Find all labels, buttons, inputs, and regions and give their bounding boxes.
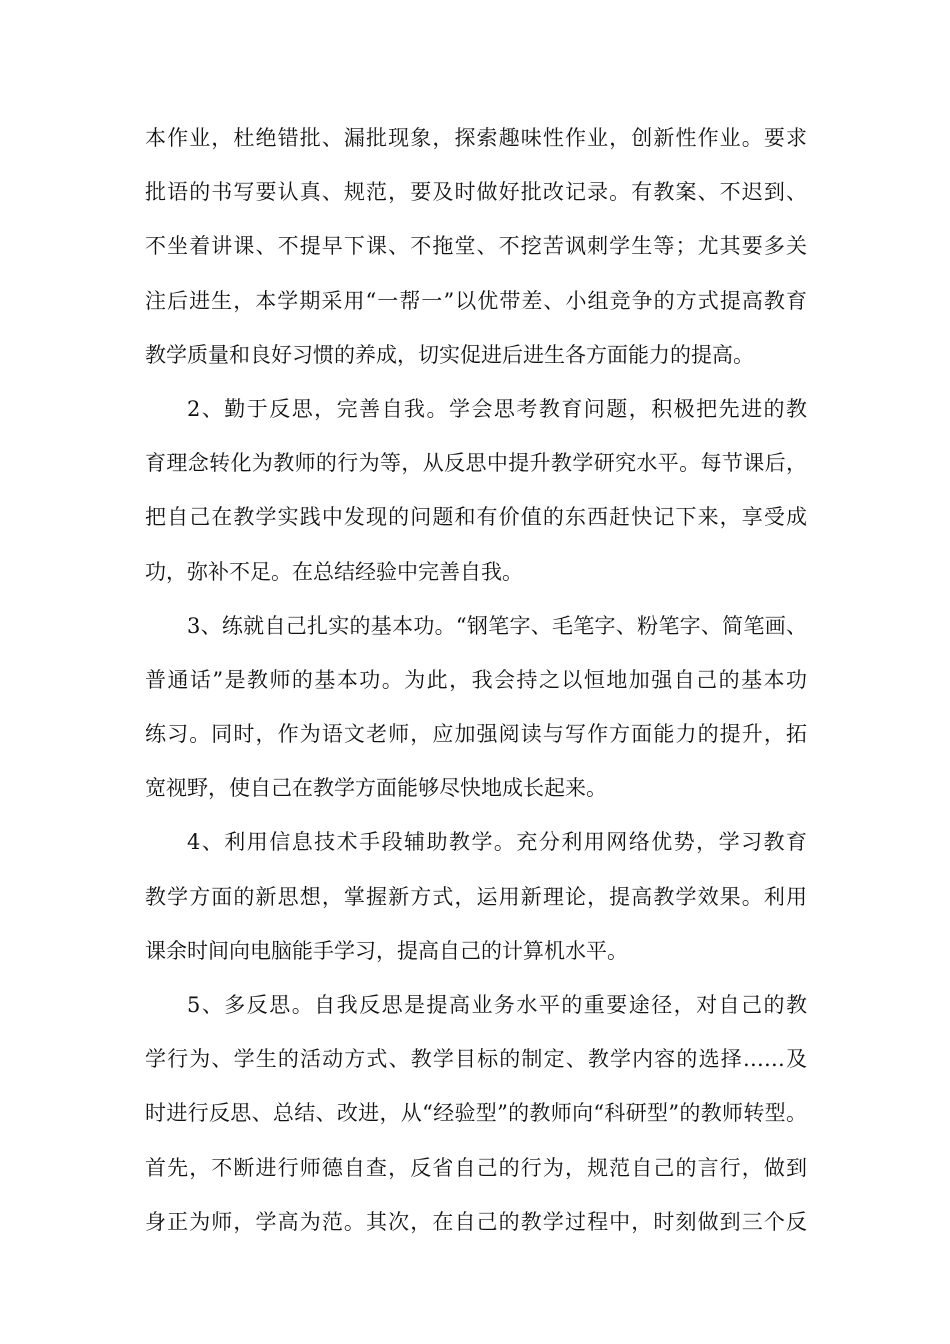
text-line-14: 4、利用信息技术手段辅助教学。充分利用网络优势，学习教育 bbox=[187, 830, 807, 855]
text-line-15: 教学方面的新思想，掌握新方式，运用新理论，提高教学效果。利用 bbox=[145, 884, 807, 909]
text-line-20: 首先，不断进行师德自查，反省自己的行为，规范自己的言行，做到 bbox=[145, 1155, 807, 1180]
text-line-4: 注后进生，本学期采用“一帮一”以优带差、小组竞争的方式提高教育 bbox=[145, 288, 807, 313]
text-line-7: 育理念转化为教师的行为等，从反思中提升教学研究水平。每节课后， bbox=[145, 451, 807, 476]
text-line-3: 不坐着讲课、不提早下课、不拖堂、不挖苦讽刺学生等；尤其要多关 bbox=[145, 234, 807, 259]
text-line-21: 身正为师，学高为范。其次，在自己的教学过程中，时刻做到三个反 bbox=[145, 1209, 807, 1234]
text-line-16: 课余时间向电脑能手学习，提高自己的计算机水平。 bbox=[145, 938, 628, 963]
text-line-6: 2、勤于反思，完善自我。学会思考教育问题，积极把先进的教 bbox=[187, 396, 807, 421]
text-line-19: 时进行反思、总结、改进，从“经验型”的教师向“科研型”的教师转型。 bbox=[145, 1101, 807, 1126]
document-body bbox=[145, 114, 807, 1252]
text-line-2: 批语的书写要认真、规范，要及时做好批改记录。有教案、不迟到、 bbox=[145, 180, 807, 205]
text-line-18: 学行为、学生的活动方式、教学目标的制定、教学内容的选择……及 bbox=[145, 1047, 807, 1072]
text-line-13: 宽视野，使自己在教学方面能够尽快地成长起来。 bbox=[145, 776, 607, 801]
text-line-9: 功，弥补不足。在总结经验中完善自我。 bbox=[145, 559, 523, 584]
text-line-10: 3、练就自己扎实的基本功。“钢笔字、毛笔字、粉笔字、简笔画、 bbox=[187, 613, 807, 638]
text-line-17: 5、多反思。自我反思是提高业务水平的重要途径，对自己的教 bbox=[187, 993, 807, 1017]
text-line-12: 练习。同时，作为语文老师，应加强阅读与写作方面能力的提升，拓 bbox=[145, 722, 807, 747]
text-line-11: 普通话”是教师的基本功。为此，我会持之以恒地加强自己的基本功 bbox=[145, 667, 807, 692]
text-line-1: 本作业，杜绝错批、漏批现象，探索趣味性作业，创新性作业。要求 bbox=[145, 126, 807, 150]
text-line-5: 教学质量和良好习惯的养成，切实促进后进生各方面能力的提高。 bbox=[145, 342, 754, 367]
text-line-8: 把自己在教学实践中发现的问题和有价值的东西赶快记下来，享受成 bbox=[145, 505, 807, 530]
